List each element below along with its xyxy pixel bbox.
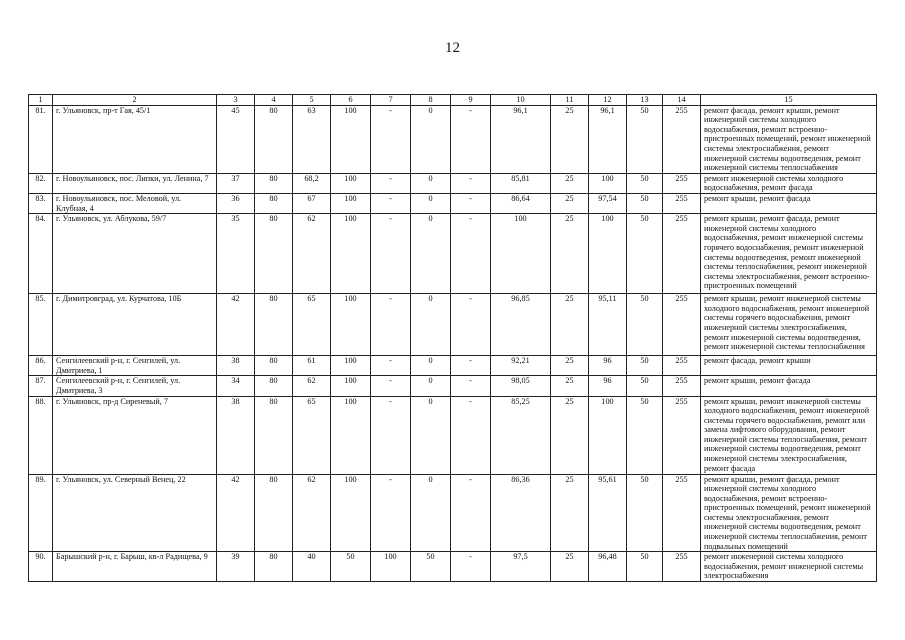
- value-cell-c9: -: [451, 356, 491, 376]
- row-number-cell: 85.: [29, 294, 53, 356]
- value-cell-c8: 0: [411, 105, 451, 173]
- value-cell-c14: 255: [663, 356, 701, 376]
- value-cell-c10: 85,25: [491, 396, 551, 474]
- value-cell-c3: 37: [217, 173, 255, 193]
- row-number-cell: 82.: [29, 173, 53, 193]
- table-row: [29, 105, 877, 173]
- value-cell-c3: 39: [217, 552, 255, 582]
- value-cell-c4: 80: [255, 193, 293, 213]
- value-cell-c3: 34: [217, 376, 255, 396]
- value-cell-c9: -: [451, 105, 491, 173]
- value-cell-c10: 100: [491, 214, 551, 294]
- address-cell: г. Ульяновск, пр-т Гая, 45/1: [53, 105, 217, 173]
- column-header-5: 5: [293, 95, 331, 106]
- value-cell-c8: 50: [411, 552, 451, 582]
- value-cell-c14: 255: [663, 105, 701, 173]
- value-cell-c7: -: [371, 193, 411, 213]
- value-cell-c14: 255: [663, 193, 701, 213]
- value-cell-c4: 80: [255, 294, 293, 356]
- value-cell-c4: 80: [255, 552, 293, 582]
- value-cell-c8: 0: [411, 214, 451, 294]
- table-row: [29, 356, 877, 376]
- value-cell-c9: -: [451, 294, 491, 356]
- value-cell-c14: 255: [663, 396, 701, 474]
- value-cell-c5: 65: [293, 396, 331, 474]
- value-cell-c13: 50: [627, 193, 663, 213]
- value-cell-c14: 255: [663, 474, 701, 552]
- value-cell-c11: 25: [551, 552, 589, 582]
- value-cell-c9: -: [451, 214, 491, 294]
- works-cell: ремонт крыши, ремонт фасада, ремонт инженерной системы холодного водоснабжения, ремонт встроенно-пристроенных помещений, ремонт инженерной системы электроснабжения, ремонт инженерной системы водоотведения, ремонт инженерной системы теплоснабжения, ремонт подвальных помещений: [701, 474, 877, 552]
- value-cell-c13: 50: [627, 396, 663, 474]
- value-cell-c13: 50: [627, 294, 663, 356]
- value-cell-c13: 50: [627, 474, 663, 552]
- value-cell-c13: 50: [627, 173, 663, 193]
- value-cell-c7: 100: [371, 552, 411, 582]
- value-cell-c13: 50: [627, 376, 663, 396]
- value-cell-c8: 0: [411, 396, 451, 474]
- value-cell-c7: -: [371, 396, 411, 474]
- value-cell-c12: 100: [589, 396, 627, 474]
- value-cell-c10: 96,85: [491, 294, 551, 356]
- address-cell: Сенгилеевский р-н, г. Сенгилей, ул. Дмитриева, 1: [53, 356, 217, 376]
- row-number-cell: 84.: [29, 214, 53, 294]
- column-header-6: 6: [331, 95, 371, 106]
- value-cell-c10: 97,5: [491, 552, 551, 582]
- value-cell-c12: 96,48: [589, 552, 627, 582]
- value-cell-c7: -: [371, 376, 411, 396]
- value-cell-c11: 25: [551, 396, 589, 474]
- works-cell: ремонт фасада, ремонт крыши, ремонт инженерной системы холодного водоснабжения, ремонт встроенно-пристроенных помещений, ремонт инженерной системы электроснабжения, ремонт инженерной системы водоотведения, ремонт инженерной системы теплоснабжения: [701, 105, 877, 173]
- value-cell-c4: 80: [255, 376, 293, 396]
- value-cell-c5: 62: [293, 474, 331, 552]
- address-cell: Барышский р-н, г. Барыш, кв-л Радищева, 9: [53, 552, 217, 582]
- value-cell-c10: 96,1: [491, 105, 551, 173]
- page-number: 12: [445, 40, 460, 56]
- value-cell-c6: 100: [331, 474, 371, 552]
- value-cell-c10: 98,05: [491, 376, 551, 396]
- value-cell-c7: -: [371, 173, 411, 193]
- value-cell-c4: 80: [255, 396, 293, 474]
- value-cell-c4: 80: [255, 474, 293, 552]
- value-cell-c11: 25: [551, 294, 589, 356]
- row-number-cell: 83.: [29, 193, 53, 213]
- value-cell-c12: 100: [589, 173, 627, 193]
- address-cell: г. Димитровград, ул. Курчатова, 10Б: [53, 294, 217, 356]
- value-cell-c3: 38: [217, 356, 255, 376]
- value-cell-c3: 38: [217, 396, 255, 474]
- value-cell-c8: 0: [411, 356, 451, 376]
- table-row: [29, 396, 877, 474]
- column-header-14: 14: [663, 95, 701, 106]
- value-cell-c12: 96: [589, 356, 627, 376]
- works-cell: ремонт крыши, ремонт инженерной системы холодного водоснабжения, ремонт инженерной системы горячего водоснабжения, ремонт инженерной системы электроснабжения, ремонт инженерной системы водоотведения, ремонт инженерной системы теплоснабжения: [701, 294, 877, 356]
- value-cell-c11: 25: [551, 474, 589, 552]
- value-cell-c7: -: [371, 294, 411, 356]
- value-cell-c5: 40: [293, 552, 331, 582]
- value-cell-c7: -: [371, 474, 411, 552]
- value-cell-c10: 86,36: [491, 474, 551, 552]
- value-cell-c10: 85,81: [491, 173, 551, 193]
- address-cell: г. Ульяновск, ул. Северный Венец, 22: [53, 474, 217, 552]
- table-row: [29, 376, 877, 396]
- value-cell-c6: 100: [331, 396, 371, 474]
- value-cell-c13: 50: [627, 105, 663, 173]
- table-row: [29, 173, 877, 193]
- value-cell-c3: 42: [217, 474, 255, 552]
- value-cell-c7: -: [371, 105, 411, 173]
- table-row: [29, 552, 877, 582]
- value-cell-c14: 255: [663, 214, 701, 294]
- row-number-cell: 90.: [29, 552, 53, 582]
- value-cell-c6: 100: [331, 356, 371, 376]
- value-cell-c11: 25: [551, 193, 589, 213]
- value-cell-c6: 100: [331, 193, 371, 213]
- data-table: [28, 94, 877, 582]
- value-cell-c5: 62: [293, 376, 331, 396]
- value-cell-c8: 0: [411, 376, 451, 396]
- value-cell-c14: 255: [663, 376, 701, 396]
- value-cell-c9: -: [451, 376, 491, 396]
- value-cell-c9: -: [451, 396, 491, 474]
- address-cell: г. Ульяновск, пр-д Сиреневый, 7: [53, 396, 217, 474]
- value-cell-c4: 80: [255, 214, 293, 294]
- column-header-1: 1: [29, 95, 53, 106]
- column-header-15: 15: [701, 95, 877, 106]
- address-cell: г. Ульяновск, ул. Аблукова, 59/7: [53, 214, 217, 294]
- value-cell-c6: 100: [331, 173, 371, 193]
- value-cell-c6: 100: [331, 105, 371, 173]
- value-cell-c5: 67: [293, 193, 331, 213]
- row-number-cell: 81.: [29, 105, 53, 173]
- value-cell-c7: -: [371, 356, 411, 376]
- value-cell-c3: 35: [217, 214, 255, 294]
- value-cell-c8: 0: [411, 474, 451, 552]
- value-cell-c6: 100: [331, 214, 371, 294]
- value-cell-c6: 50: [331, 552, 371, 582]
- value-cell-c9: -: [451, 173, 491, 193]
- value-cell-c12: 95,11: [589, 294, 627, 356]
- value-cell-c11: 25: [551, 356, 589, 376]
- value-cell-c6: 100: [331, 376, 371, 396]
- value-cell-c4: 80: [255, 356, 293, 376]
- value-cell-c14: 255: [663, 294, 701, 356]
- works-cell: ремонт крыши, ремонт фасада: [701, 376, 877, 396]
- column-header-8: 8: [411, 95, 451, 106]
- table-row: [29, 214, 877, 294]
- column-header-11: 11: [551, 95, 589, 106]
- value-cell-c12: 96,1: [589, 105, 627, 173]
- row-number-cell: 89.: [29, 474, 53, 552]
- column-header-4: 4: [255, 95, 293, 106]
- value-cell-c4: 80: [255, 105, 293, 173]
- value-cell-c12: 95,61: [589, 474, 627, 552]
- address-cell: г. Новоульяновск, пос. Меловой, ул. Клубная, 4: [53, 193, 217, 213]
- value-cell-c5: 68,2: [293, 173, 331, 193]
- value-cell-c5: 63: [293, 105, 331, 173]
- value-cell-c8: 0: [411, 294, 451, 356]
- value-cell-c5: 65: [293, 294, 331, 356]
- value-cell-c14: 255: [663, 552, 701, 582]
- value-cell-c9: -: [451, 474, 491, 552]
- works-cell: ремонт крыши, ремонт фасада: [701, 193, 877, 213]
- works-cell: ремонт инженерной системы холодного водоснабжения, ремонт фасада: [701, 173, 877, 193]
- value-cell-c8: 0: [411, 193, 451, 213]
- column-header-2: 2: [53, 95, 217, 106]
- value-cell-c12: 96: [589, 376, 627, 396]
- column-header-13: 13: [627, 95, 663, 106]
- table-row: [29, 294, 877, 356]
- value-cell-c12: 97,54: [589, 193, 627, 213]
- value-cell-c8: 0: [411, 173, 451, 193]
- value-cell-c13: 50: [627, 356, 663, 376]
- column-header-12: 12: [589, 95, 627, 106]
- value-cell-c11: 25: [551, 376, 589, 396]
- value-cell-c5: 62: [293, 214, 331, 294]
- column-header-7: 7: [371, 95, 411, 106]
- row-number-cell: 88.: [29, 396, 53, 474]
- value-cell-c11: 25: [551, 173, 589, 193]
- value-cell-c9: -: [451, 193, 491, 213]
- value-cell-c13: 50: [627, 552, 663, 582]
- column-header-9: 9: [451, 95, 491, 106]
- value-cell-c12: 100: [589, 214, 627, 294]
- header-row: [29, 95, 877, 106]
- table-row: [29, 474, 877, 552]
- works-cell: ремонт фасада, ремонт крыши: [701, 356, 877, 376]
- row-number-cell: 86.: [29, 356, 53, 376]
- value-cell-c14: 255: [663, 173, 701, 193]
- address-cell: г. Новоульяновск, пос. Липки, ул. Ленина, 7: [53, 173, 217, 193]
- value-cell-c11: 25: [551, 105, 589, 173]
- column-header-3: 3: [217, 95, 255, 106]
- value-cell-c3: 42: [217, 294, 255, 356]
- works-cell: ремонт крыши, ремонт инженерной системы холодного водоснабжения, ремонт инженерной системы горячего водоснабжения, ремонт или замена лифтового оборудования, ремонт инженерной системы теплоснабжения, ремонт инженерной системы водоотведения, ремонт инженерной системы электроснабжения, ремонт фасада: [701, 396, 877, 474]
- table-row: [29, 193, 877, 213]
- value-cell-c3: 45: [217, 105, 255, 173]
- value-cell-c5: 61: [293, 356, 331, 376]
- row-number-cell: 87.: [29, 376, 53, 396]
- value-cell-c10: 92,21: [491, 356, 551, 376]
- value-cell-c3: 36: [217, 193, 255, 213]
- works-cell: ремонт инженерной системы холодного водоснабжения, ремонт инженерной системы электроснабжения: [701, 552, 877, 582]
- value-cell-c13: 50: [627, 214, 663, 294]
- value-cell-c4: 80: [255, 173, 293, 193]
- value-cell-c6: 100: [331, 294, 371, 356]
- address-cell: Сенгилеевский р-н, г. Сенгилей, ул. Дмитриева, 3: [53, 376, 217, 396]
- works-cell: ремонт крыши, ремонт фасада, ремонт инженерной системы холодного водоснабжения, ремонт инженерной системы горячего водоснабжения, ремонт инженерной системы водоотведения, ремонт инженерной системы теплоснабжения, ремонт инженерной системы электроснабжения, ремонт встроенно-пристроенных помещений: [701, 214, 877, 294]
- value-cell-c10: 86,64: [491, 193, 551, 213]
- value-cell-c9: -: [451, 552, 491, 582]
- column-header-10: 10: [491, 95, 551, 106]
- value-cell-c11: 25: [551, 214, 589, 294]
- value-cell-c7: -: [371, 214, 411, 294]
